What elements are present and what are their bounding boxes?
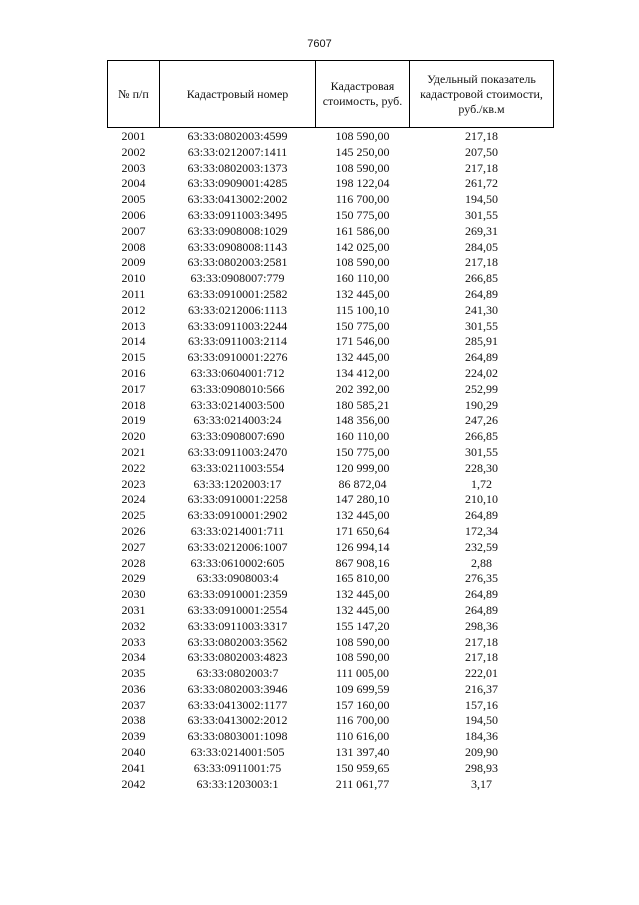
table-row <box>108 192 554 208</box>
table-row <box>108 492 554 508</box>
row-number: 2033 <box>121 634 146 649</box>
table-row <box>108 461 554 477</box>
specific-index: 3,17 <box>471 776 492 791</box>
table-row <box>108 128 554 145</box>
header-num: № п/п <box>108 61 160 128</box>
row-number: 2039 <box>121 729 146 744</box>
table-row <box>108 382 554 398</box>
specific-index: 172,34 <box>465 523 498 538</box>
row-number: 2029 <box>121 571 146 586</box>
row-number: 2034 <box>121 650 146 665</box>
specific-index: 264,89 <box>465 286 498 301</box>
cadastral-value: 160 110,00 <box>335 429 390 444</box>
cadastral-value: 147 280,10 <box>335 492 390 507</box>
cadastral-number: 63:33:0214001:505 <box>190 745 285 760</box>
specific-index: 264,89 <box>465 587 498 602</box>
row-number: 2032 <box>121 618 146 633</box>
specific-index: 2,88 <box>471 555 492 570</box>
row-number: 2040 <box>121 745 146 760</box>
cadastral-number: 63:33:1202003:17 <box>193 476 282 491</box>
table-row <box>108 334 554 350</box>
cadastral-number: 63:33:0908003:4 <box>196 571 279 586</box>
table-row <box>108 445 554 461</box>
row-number: 2024 <box>121 492 146 507</box>
cadastral-number: 63:33:0212007:1411 <box>187 144 288 159</box>
cadastral-value: 108 590,00 <box>335 255 390 270</box>
row-number: 2005 <box>121 192 146 207</box>
cadastral-value: 132 445,00 <box>335 508 390 523</box>
table-row <box>108 761 554 777</box>
row-number: 2004 <box>121 176 146 191</box>
cadastral-number: 63:33:0610002:605 <box>190 555 285 570</box>
table-row <box>108 350 554 366</box>
specific-index: 222,01 <box>465 666 498 681</box>
cadastral-number: 63:33:0910001:2359 <box>187 587 288 602</box>
row-number: 2022 <box>121 460 146 475</box>
row-number: 2037 <box>121 697 146 712</box>
cadastral-value: 108 590,00 <box>335 129 390 143</box>
cadastral-value: 148 356,00 <box>335 413 390 428</box>
cadastral-value: 157 160,00 <box>335 697 390 712</box>
cadastral-number: 63:33:0910001:2582 <box>187 286 288 301</box>
table-row <box>108 161 554 177</box>
cadastral-number: 63:33:0908007:779 <box>190 271 285 286</box>
table-row <box>108 145 554 161</box>
cadastral-value: 165 810,00 <box>335 571 390 586</box>
cadastral-number: 63:33:0802003:4823 <box>187 650 288 665</box>
cadastral-number: 63:33:0911003:2470 <box>187 444 288 459</box>
specific-index: 252,99 <box>465 381 498 396</box>
row-number: 2038 <box>121 713 146 728</box>
cadastral-value: 131 397,40 <box>335 745 390 760</box>
cadastral-number: 63:33:0911003:3317 <box>187 618 288 633</box>
cadastral-value: 142 025,00 <box>335 239 390 254</box>
table-row <box>108 524 554 540</box>
cadastral-number: 63:33:0214001:711 <box>190 523 285 538</box>
cadastral-number: 63:33:0802003:3562 <box>187 634 288 649</box>
cadastral-value: 86 872,04 <box>338 476 387 491</box>
cadastral-number: 63:33:0413002:2002 <box>187 192 288 207</box>
table-row <box>108 477 554 493</box>
cadastral-value: 111 005,00 <box>335 666 390 681</box>
cadastral-number: 63:33:0413002:1177 <box>187 697 288 712</box>
cadastral-number: 63:33:0214003:24 <box>193 413 282 428</box>
cadastral-number: 63:33:0802003:3946 <box>187 681 288 696</box>
table-row <box>108 176 554 192</box>
specific-index: 194,50 <box>465 192 498 207</box>
table-row <box>108 729 554 745</box>
cadastral-number: 63:33:0212006:1007 <box>187 539 288 554</box>
header-cadastral-value: Кадастровая стоимость, руб. <box>316 61 410 128</box>
cadastral-value: 198 122,04 <box>335 176 390 191</box>
table-row <box>108 319 554 335</box>
cadastral-value: 867 908,16 <box>335 555 390 570</box>
specific-index: 301,55 <box>465 444 498 459</box>
cadastral-number: 63:33:0214003:500 <box>190 397 285 412</box>
row-number: 2011 <box>121 286 146 301</box>
specific-index: 298,93 <box>465 760 498 775</box>
specific-index: 210,10 <box>465 492 498 507</box>
cadastral-number: 63:33:0908010:566 <box>190 381 285 396</box>
cadastral-value: 150 775,00 <box>335 318 390 333</box>
table-row <box>108 666 554 682</box>
cadastral-value: 160 110,00 <box>335 271 390 286</box>
cadastral-value: 150 775,00 <box>335 207 390 222</box>
row-number: 2036 <box>121 681 146 696</box>
row-number: 2035 <box>121 666 146 681</box>
specific-index: 216,37 <box>465 681 498 696</box>
row-number: 2010 <box>121 271 146 286</box>
specific-index: 209,90 <box>465 745 498 760</box>
specific-index: 301,55 <box>465 318 498 333</box>
table-row <box>108 619 554 635</box>
row-number: 2020 <box>121 429 146 444</box>
table-row <box>108 255 554 271</box>
specific-index: 217,18 <box>465 129 498 143</box>
specific-index: 261,72 <box>465 176 498 191</box>
page-number: 7607 <box>307 38 332 50</box>
cadastral-value: 110 616,00 <box>335 729 390 744</box>
specific-index: 228,30 <box>465 460 498 475</box>
row-number: 2025 <box>121 508 146 523</box>
row-number: 2027 <box>121 539 146 554</box>
cadastral-value: 116 700,00 <box>335 192 390 207</box>
table-row <box>108 366 554 382</box>
table-row <box>108 745 554 761</box>
cadastral-value: 108 590,00 <box>335 650 390 665</box>
specific-index: 247,26 <box>465 413 498 428</box>
row-number: 2014 <box>121 334 146 349</box>
table-row <box>108 240 554 256</box>
cadastral-value: 150 959,65 <box>335 760 390 775</box>
cadastral-number: 63:33:0908008:1029 <box>187 223 288 238</box>
table-row <box>108 208 554 224</box>
specific-index: 194,50 <box>465 713 498 728</box>
specific-index: 266,85 <box>465 271 498 286</box>
cadastral-number: 63:33:1203003:1 <box>196 776 279 791</box>
specific-index: 184,36 <box>465 729 498 744</box>
cadastral-number: 63:33:0910001:2276 <box>187 350 288 365</box>
header-row <box>108 61 554 128</box>
cadastral-value: 126 994,14 <box>335 539 390 554</box>
cadastral-number: 63:33:0212006:1113 <box>187 302 288 317</box>
table-row <box>108 287 554 303</box>
cadastral-value: 132 445,00 <box>335 587 390 602</box>
table-row <box>108 556 554 572</box>
cadastral-number: 63:33:0211003:554 <box>190 460 285 475</box>
specific-index: 276,35 <box>465 571 498 586</box>
cadastral-number: 63:33:0802003:1373 <box>187 160 288 175</box>
specific-index: 217,18 <box>465 255 498 270</box>
specific-index: 285,91 <box>465 334 498 349</box>
specific-index: 269,31 <box>465 223 498 238</box>
table-row <box>108 303 554 319</box>
specific-index: 301,55 <box>465 207 498 222</box>
cadastral-number: 63:33:0802003:7 <box>196 666 279 681</box>
cadastral-value: 171 546,00 <box>335 334 390 349</box>
row-number: 2030 <box>121 587 146 602</box>
specific-index: 298,36 <box>465 618 498 633</box>
specific-index: 1,72 <box>471 476 492 491</box>
row-number: 2042 <box>121 776 146 791</box>
row-number: 2002 <box>121 144 146 159</box>
row-number: 2013 <box>121 318 146 333</box>
cadastral-value: 109 699,59 <box>335 681 390 696</box>
specific-index: 217,18 <box>465 634 498 649</box>
table-row <box>108 650 554 666</box>
row-number: 2021 <box>121 444 146 459</box>
specific-index: 217,18 <box>465 160 498 175</box>
row-number: 2026 <box>121 523 146 538</box>
cadastral-number: 63:33:0911003:2244 <box>187 318 288 333</box>
row-number: 2041 <box>121 760 146 775</box>
table-row <box>108 540 554 556</box>
cadastral-number: 63:33:0908008:1143 <box>187 239 288 254</box>
specific-index: 264,89 <box>465 602 498 617</box>
table-row <box>108 429 554 445</box>
table-row <box>108 698 554 714</box>
cadastral-number: 63:33:0908007:690 <box>190 429 285 444</box>
row-number: 2003 <box>121 160 146 175</box>
cadastral-value: 134 412,00 <box>335 365 390 380</box>
row-number: 2031 <box>121 602 146 617</box>
cadastral-value: 202 392,00 <box>335 381 390 396</box>
row-number: 2015 <box>121 350 146 365</box>
table-row <box>108 508 554 524</box>
table-row <box>108 224 554 240</box>
row-number: 2019 <box>121 413 146 428</box>
cadastral-number: 63:33:0911003:3495 <box>187 207 288 222</box>
table-row <box>108 587 554 603</box>
cadastral-value: 132 445,00 <box>335 602 390 617</box>
row-number: 2018 <box>121 397 146 412</box>
cadastral-value-table <box>107 60 554 792</box>
row-number: 2028 <box>121 555 146 570</box>
row-number: 2023 <box>121 476 146 491</box>
cadastral-value: 150 775,00 <box>335 444 390 459</box>
table-row <box>108 635 554 651</box>
table-row <box>108 777 554 793</box>
specific-index: 232,59 <box>465 539 498 554</box>
cadastral-value: 115 100,10 <box>335 302 390 317</box>
cadastral-number: 63:33:0604001:712 <box>190 365 285 380</box>
header-specific-index: Удельный показатель кадастровой стоимости, руб./кв.м <box>410 61 554 128</box>
cadastral-value: 180 585,21 <box>335 397 390 412</box>
cadastral-value: 155 147,20 <box>335 618 390 633</box>
table-header <box>108 61 554 128</box>
table-body <box>108 128 554 793</box>
table-row <box>108 413 554 429</box>
specific-index: 207,50 <box>465 144 498 159</box>
cadastral-number: 63:33:0911003:2114 <box>187 334 288 349</box>
row-number: 2017 <box>121 381 146 396</box>
cadastral-number: 63:33:0910001:2258 <box>187 492 288 507</box>
specific-index: 264,89 <box>465 350 498 365</box>
cadastral-value: 171 650,64 <box>335 523 390 538</box>
row-number: 2008 <box>121 239 146 254</box>
cadastral-value: 120 999,00 <box>335 460 390 475</box>
cadastral-number: 63:33:0802003:4599 <box>187 129 288 143</box>
cadastral-value: 116 700,00 <box>335 713 390 728</box>
table-row <box>108 603 554 619</box>
row-number: 2016 <box>121 365 146 380</box>
cadastral-number: 63:33:0909001:4285 <box>187 176 288 191</box>
cadastral-number: 63:33:0910001:2554 <box>187 602 288 617</box>
cadastral-number: 63:33:0910001:2902 <box>187 508 288 523</box>
specific-index: 190,29 <box>465 397 498 412</box>
specific-index: 266,85 <box>465 429 498 444</box>
cadastral-number: 63:33:0802003:2581 <box>187 255 288 270</box>
row-number: 2006 <box>121 207 146 222</box>
table-row <box>108 398 554 414</box>
table-row <box>108 571 554 587</box>
table-row <box>108 713 554 729</box>
cadastral-number: 63:33:0413002:2012 <box>187 713 288 728</box>
cadastral-value: 132 445,00 <box>335 350 390 365</box>
row-number: 2012 <box>121 302 146 317</box>
row-number: 2007 <box>121 223 146 238</box>
cadastral-value: 161 586,00 <box>335 223 390 238</box>
cadastral-value: 108 590,00 <box>335 634 390 649</box>
cadastral-value: 132 445,00 <box>335 286 390 301</box>
specific-index: 157,16 <box>465 697 498 712</box>
cadastral-number: 63:33:0803001:1098 <box>187 729 288 744</box>
specific-index: 284,05 <box>465 239 498 254</box>
cadastral-value: 108 590,00 <box>335 160 390 175</box>
cadastral-value: 211 061,77 <box>335 776 390 791</box>
header-cadastral-number: Кадастровый номер <box>160 61 316 128</box>
table-row <box>108 271 554 287</box>
cadastral-value: 145 250,00 <box>335 144 390 159</box>
specific-index: 224,02 <box>465 365 498 380</box>
row-number: 2009 <box>121 255 146 270</box>
specific-index: 241,30 <box>465 302 498 317</box>
specific-index: 217,18 <box>465 650 498 665</box>
table-row <box>108 682 554 698</box>
row-number: 2001 <box>121 129 146 143</box>
specific-index: 264,89 <box>465 508 498 523</box>
cadastral-number: 63:33:0911001:75 <box>193 760 282 775</box>
